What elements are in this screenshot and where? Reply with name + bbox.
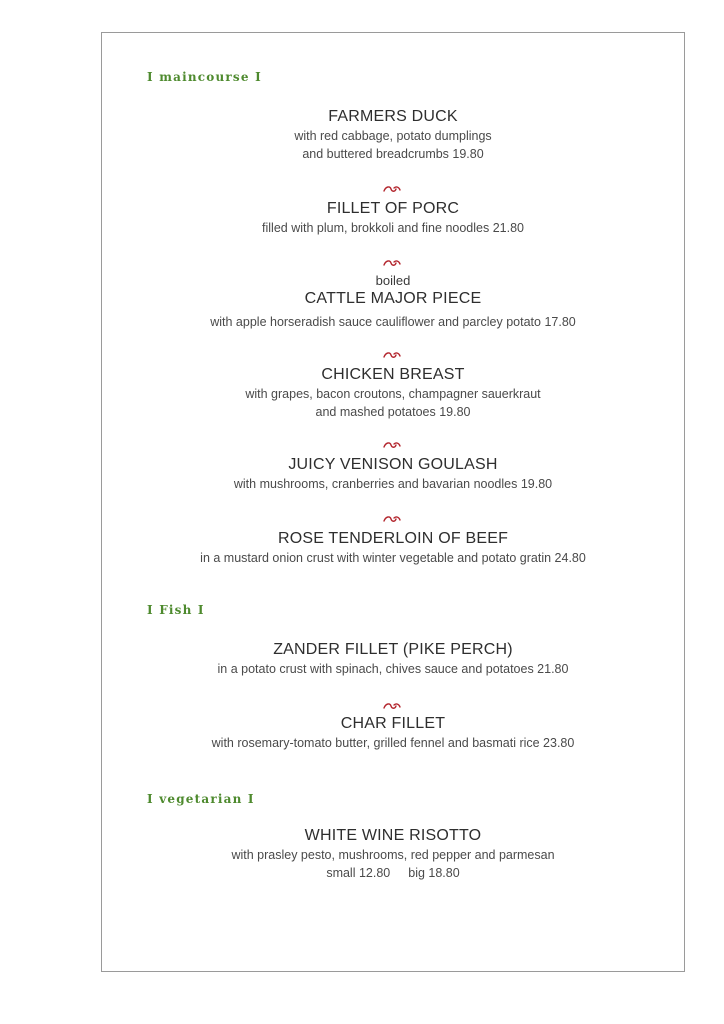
red-swirl-ornament-icon bbox=[382, 514, 402, 524]
dish-description: in a potato crust with spinach, chives sauce and potatoes 21.80 bbox=[217, 662, 569, 676]
dish-white-wine-risotto bbox=[101, 826, 685, 882]
red-swirl-ornament-icon bbox=[382, 440, 402, 450]
dish-fillet-of-porc bbox=[101, 199, 685, 237]
dish-juicy-venison-goulash bbox=[101, 455, 685, 493]
red-swirl-ornament-icon bbox=[382, 184, 402, 194]
dish-description: with rosemary-tomato butter, grilled fennel and basmati rice 23.80 bbox=[211, 736, 575, 750]
dish-title: CHAR FILLET bbox=[340, 715, 446, 732]
dish-description: with grapes, bacon croutons, champagner sauerkraut bbox=[245, 387, 541, 401]
dish-description: with apple horseradish sauce cauliflower and parcley potato 17.80 bbox=[210, 315, 576, 329]
dish-description: with red cabbage, potato dumplings bbox=[294, 129, 492, 143]
dish-rose-tenderloin-of-beef bbox=[101, 529, 685, 567]
dish-description: with prasley pesto, mushrooms, red pepper and parmesan bbox=[231, 848, 555, 862]
dish-description: with mushrooms, cranberries and bavarian noodles 19.80 bbox=[233, 477, 553, 491]
dish-title: JUICY VENISON GOULASH bbox=[288, 456, 498, 473]
dish-char-fillet bbox=[101, 714, 685, 752]
section-heading-vegetarian: I vegetarian I bbox=[147, 792, 255, 806]
dish-description: filled with plum, brokkoli and fine noodles 21.80 bbox=[262, 221, 524, 235]
section-heading-fish: I Fish I bbox=[147, 603, 205, 617]
section-heading-maincourse: I maincourse I bbox=[147, 70, 262, 84]
dish-title: FILLET OF PORC bbox=[326, 200, 460, 217]
dish-title: ZANDER FILLET (PIKE PERCH) bbox=[273, 641, 513, 658]
dish-chicken-breast bbox=[101, 365, 685, 421]
dish-title: CATTLE MAJOR PIECE bbox=[304, 290, 482, 307]
dish-title: WHITE WINE RISOTTO bbox=[304, 827, 482, 844]
dish-title: ROSE TENDERLOIN OF BEEF bbox=[277, 530, 509, 547]
dish-farmers-duck bbox=[101, 107, 685, 163]
dish-cattle-major-piece bbox=[101, 273, 685, 331]
dish-title: FARMERS DUCK bbox=[328, 108, 458, 125]
dish-prefix: boiled bbox=[375, 273, 411, 288]
red-swirl-ornament-icon bbox=[382, 701, 402, 711]
price-small: small 12.80 bbox=[326, 866, 391, 880]
red-swirl-ornament-icon bbox=[382, 350, 402, 360]
dish-price-row bbox=[101, 864, 685, 882]
dish-description: and buttered breadcrumbs 19.80 bbox=[302, 147, 484, 161]
dish-title: CHICKEN BREAST bbox=[321, 366, 465, 383]
dish-zander-fillet bbox=[101, 640, 685, 678]
dish-description: in a mustard onion crust with winter vegetable and potato gratin 24.80 bbox=[200, 551, 586, 565]
dish-description: and mashed potatoes 19.80 bbox=[315, 405, 471, 419]
price-big: big 18.80 bbox=[408, 866, 460, 880]
red-swirl-ornament-icon bbox=[382, 258, 402, 268]
